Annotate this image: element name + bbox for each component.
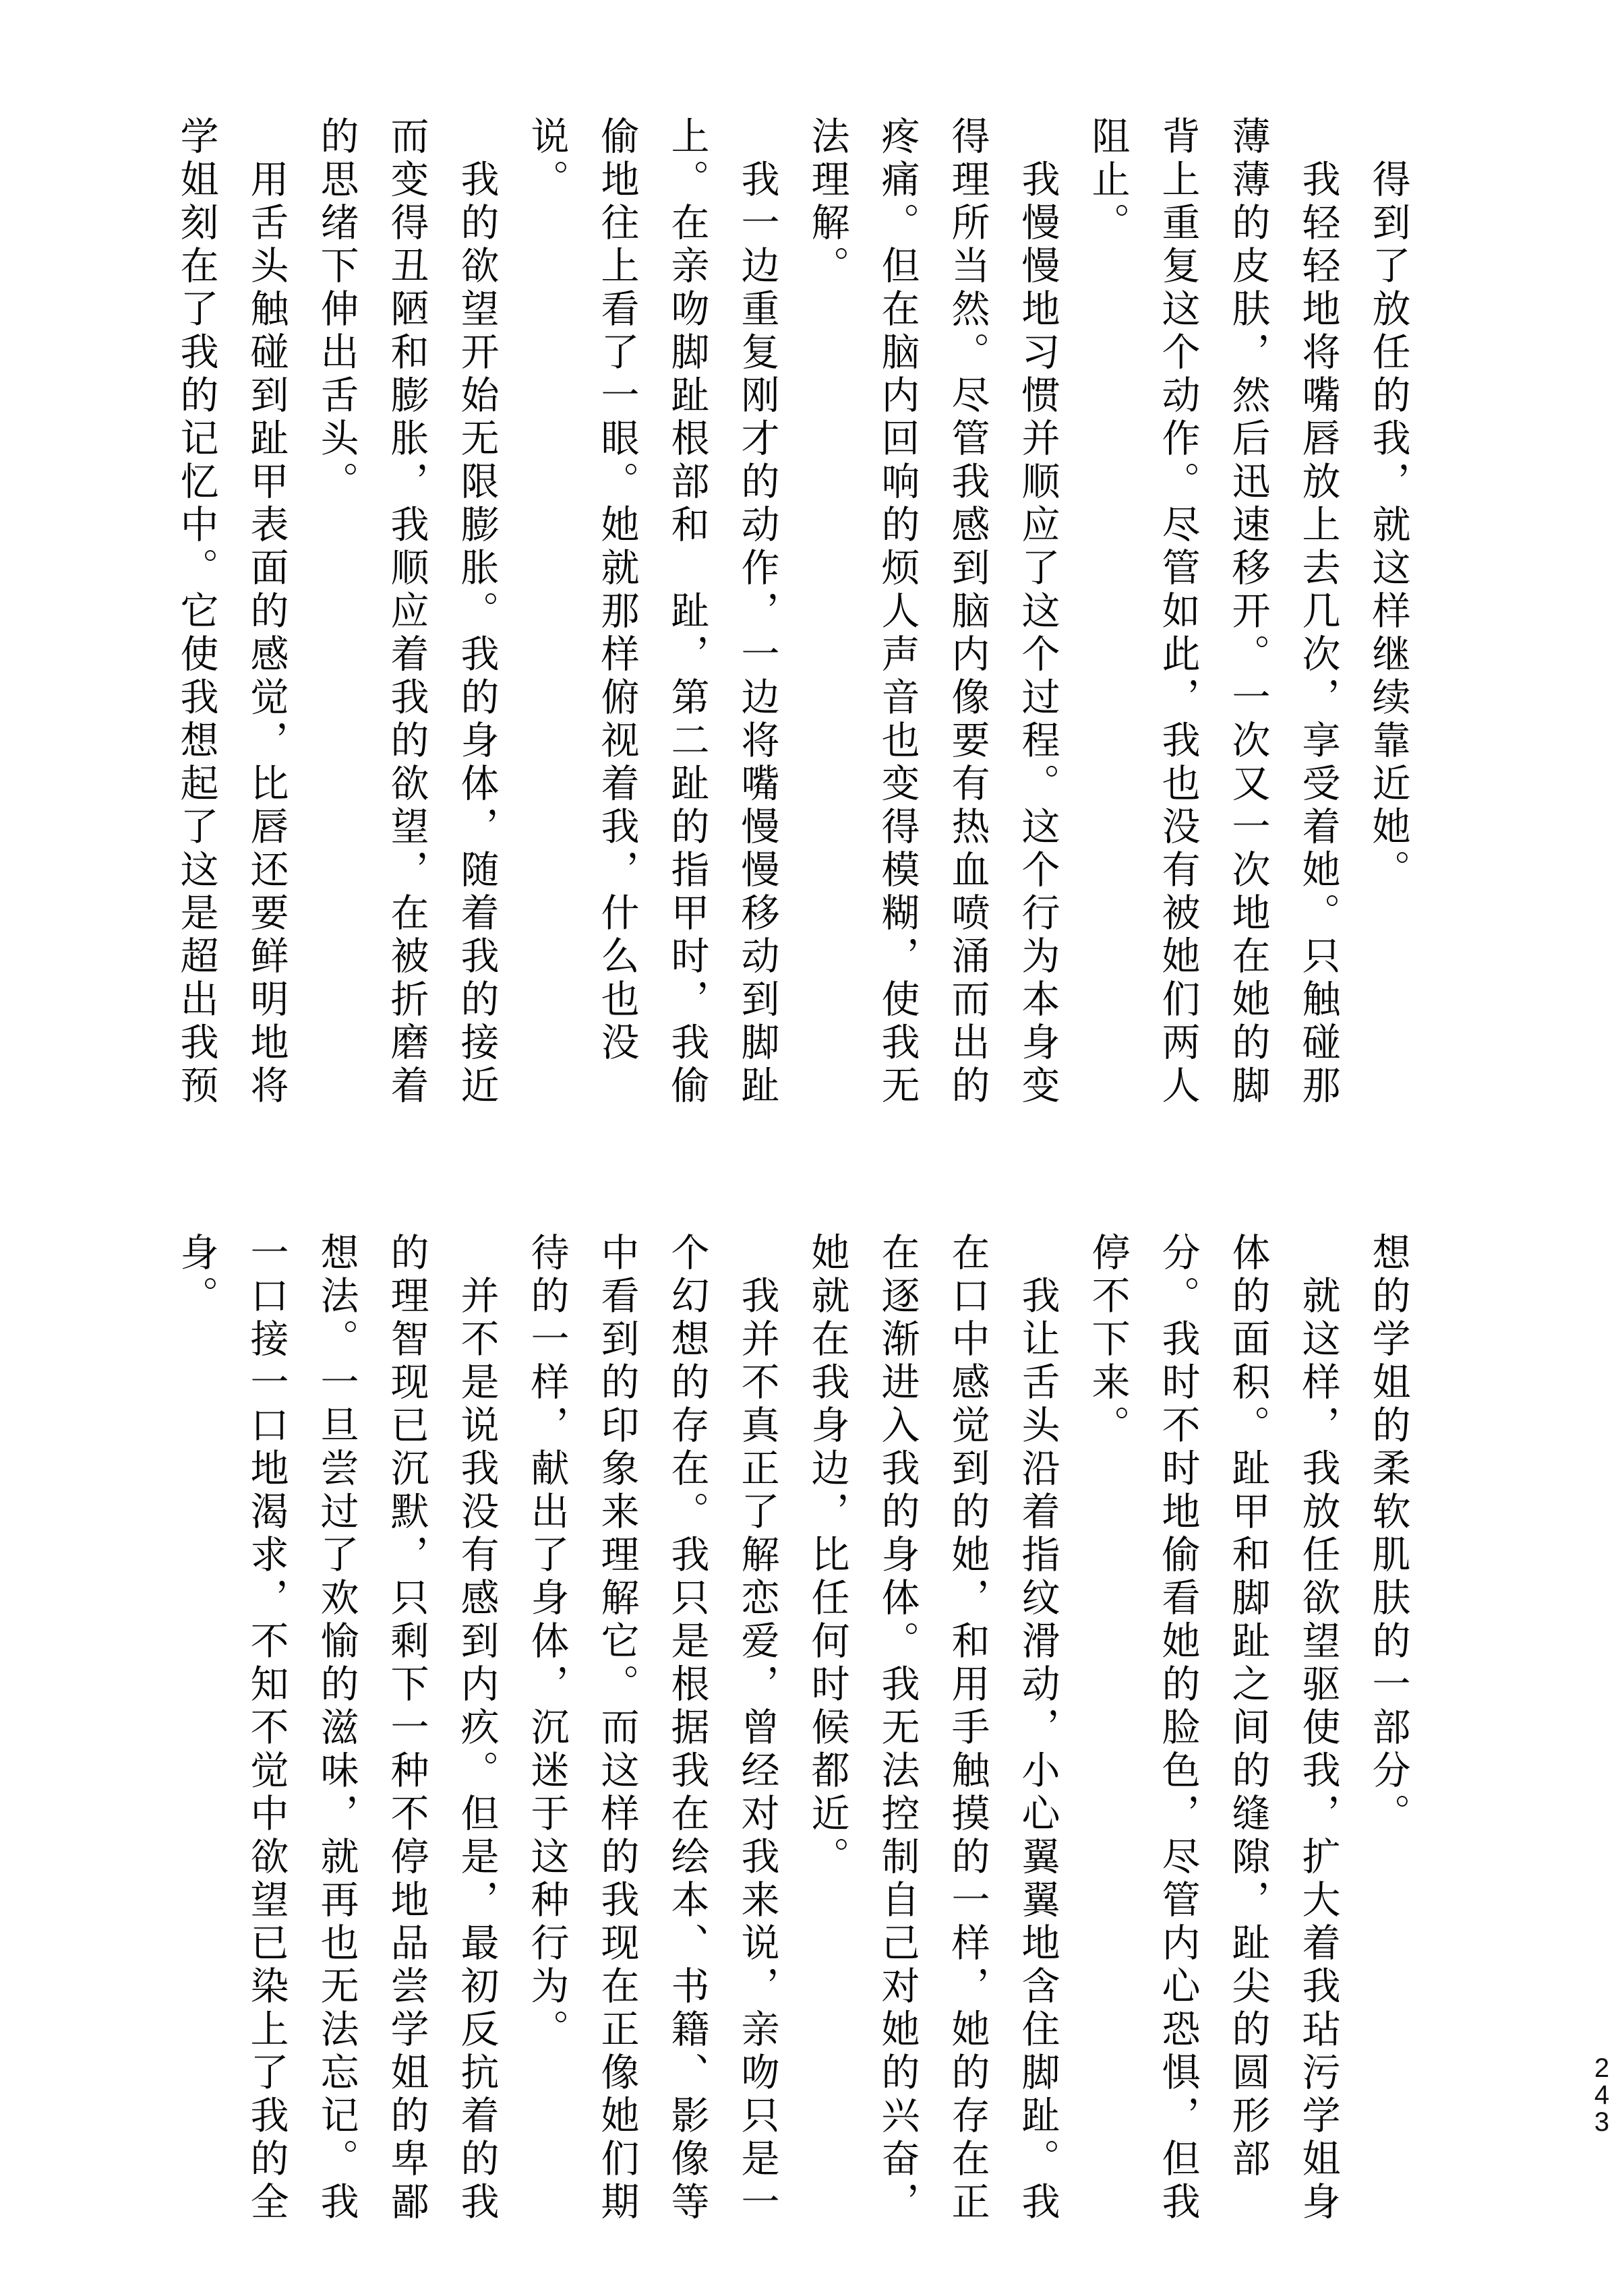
text-column: 我让舌头沿着指纹滑动，小心翼翼地含住脚趾。我	[1016, 1232, 1058, 2225]
text-column: 的思绪下伸出舌头。	[315, 116, 357, 504]
text-column: 个幻想的存在。我只是根据我在绘本、书籍、影像等	[665, 1232, 708, 2225]
text-column: 说。	[525, 116, 568, 202]
text-column: 学姐刻在了我的记忆中。它使我想起了这是超出我预	[175, 116, 217, 1108]
text-column: 背上重复这个动作。尽管如此，我也没有被她们两人	[1156, 116, 1199, 1108]
text-column: 想法。一旦尝过了欢愉的滋味，就再也无法忘记。我	[315, 1232, 357, 2225]
text-column: 法理解。	[806, 116, 848, 289]
text-column: 分。我时不时地偷看她的脸色，尽管内心恐惧，但我	[1156, 1232, 1199, 2225]
text-column: 她就在我身边，比任何时候都近。	[806, 1232, 848, 1879]
text-column: 就这样，我放任欲望驱使我，扩大着我玷污学姐身	[1296, 1232, 1339, 2225]
text-column: 得理所当然。尽管我感到脑内像要有热血喷涌而出的	[946, 116, 988, 1108]
text-column: 一口接一口地渴求，不知不觉中欲望已染上了我的全	[245, 1232, 287, 2225]
text-column: 体的面积。趾甲和脚趾之间的缝隙，趾尖的圆形部	[1226, 1232, 1269, 2181]
text-column: 得到了放任的我，就这样继续靠近她。	[1367, 116, 1409, 893]
page-number: 243	[1587, 2053, 1617, 2134]
text-column: 待的一样，献出了身体，沉迷于这种行为。	[525, 1232, 568, 2052]
text-column: 上。在亲吻脚趾根部和 趾，第二趾的指甲时，我偷	[665, 116, 708, 1108]
text-column: 的理智现已沉默，只剩下一种不停地品尝学姐的卑鄙	[385, 1232, 427, 2225]
text-column: 我的欲望开始无限膨胀。我的身体，随着我的接近	[455, 116, 498, 1108]
text-column: 我轻轻地将嘴唇放上去几次，享受着她。只触碰那	[1296, 116, 1339, 1108]
text-column: 并不是说我没有感到内疚。但是，最初反抗着的我	[455, 1232, 498, 2225]
text-column: 薄薄的皮肤，然后迅速移开。一次又一次地在她的脚	[1226, 116, 1269, 1108]
text-column: 而变得丑陋和膨胀，我顺应着我的欲望，在被折磨着	[385, 116, 427, 1108]
text-column: 用舌头触碰到趾甲表面的感觉，比唇还要鲜明地将	[245, 116, 287, 1108]
text-column: 我慢慢地习惯并顺应了这个过程。这个行为本身变	[1016, 116, 1058, 1108]
text-column: 中看到的印象来理解它。而这样的我现在正像她们期	[595, 1232, 638, 2225]
text-column: 我并不真正了解恋爱，曾经对我来说，亲吻只是一	[736, 1232, 778, 2225]
text-column: 在逐渐进入我的身体。我无法控制自己对她的兴奋，	[876, 1232, 918, 2225]
text-column: 停不下来。	[1086, 1232, 1129, 1448]
text-column: 在口中感觉到的她，和用手触摸的一样，她的存在正	[946, 1232, 988, 2225]
text-column: 想的学姐的柔软肌肤的一部分。	[1367, 1232, 1409, 1836]
text-column: 我一边重复刚才的动作，一边将嘴慢慢移动到脚趾	[736, 116, 778, 1108]
text-column: 阻止。	[1086, 116, 1129, 245]
text-column: 身。	[175, 1232, 217, 1319]
text-block-bottom	[160, 1232, 1422, 2284]
text-column: 偷地往上看了一眼。她就那样俯视着我，什么也没	[595, 116, 638, 1065]
text-column: 疼痛。但在脑内回响的烦人声音也变得模糊，使我无	[876, 116, 918, 1108]
text-block-top	[160, 116, 1422, 1168]
